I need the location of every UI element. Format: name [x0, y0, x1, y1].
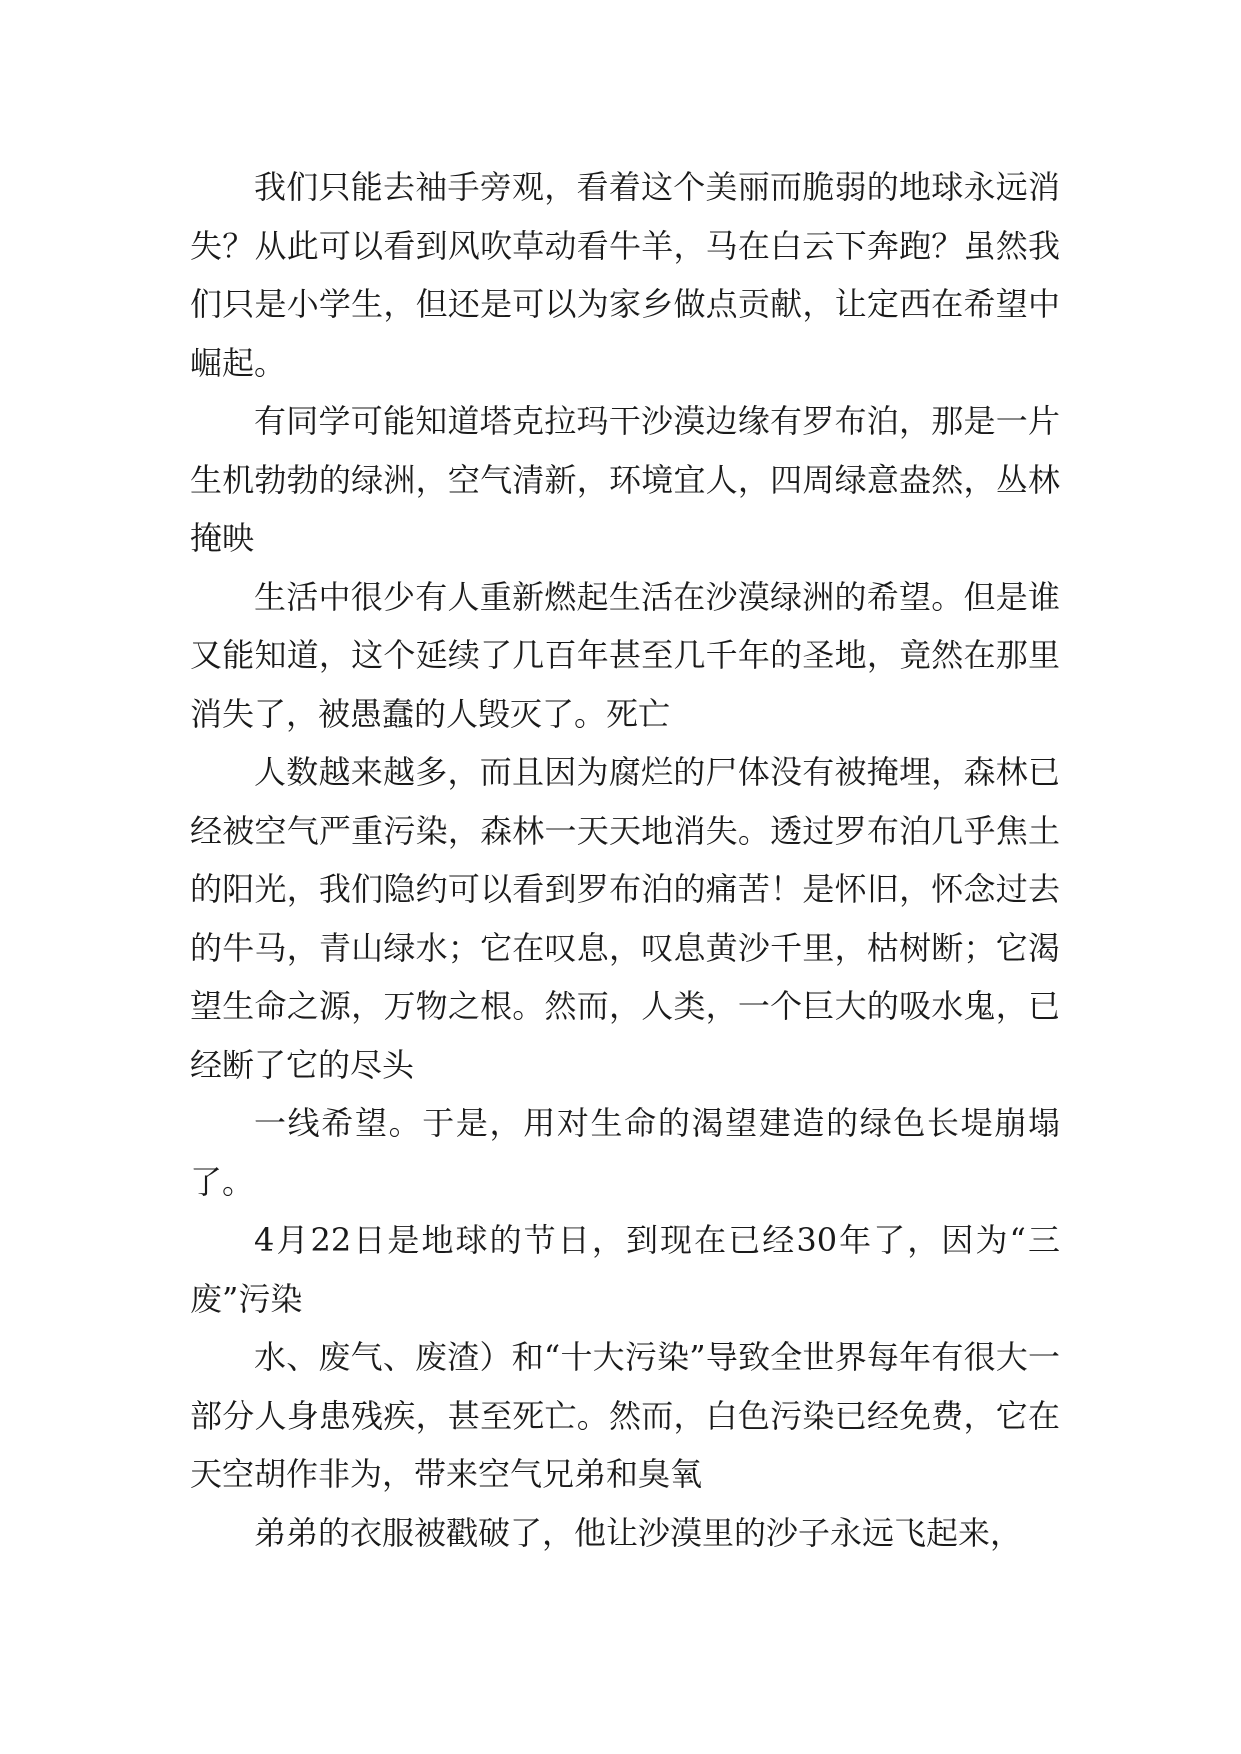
paragraph-3: 生活中很少有人重新燃起生活在沙漠绿洲的希望。但是谁又能知道，这个延续了几百年甚至几千年的圣地，竟然在那里消失了，被愚蠢的人毁灭了。死亡: [190, 577, 1060, 733]
paragraph-5: 一线希望。于是，用对生命的渴望建造的绿色长堤崩塌了。: [190, 1104, 1060, 1201]
paragraph-6: 4月22日是地球的节日，到现在已经30年了，因为“三废”污染: [190, 1221, 1060, 1318]
paragraph-7: 水、废气、废渣）和“十大污染”导致全世界每年有很大一部分人身患残疾，甚至死亡。然而，白色污染已经免费，它在天空胡作非为，带来空气兄弟和臭氧: [190, 1338, 1060, 1493]
document-body: [190, 158, 1060, 1562]
paragraph-4: 人数越来越多，而且因为腐烂的尸体没有被掩埋，森林已经被空气严重污染，森林一天天地消失。透过罗布泊几乎焦土的阳光，我们隐约可以看到罗布泊的痛苦！是怀旧，怀念过去的牛马，青山绿水；它在叹息，叹息黄沙千里，枯树断；它渴望生命之源，万物之根。然而，人类，一个巨大的吸水鬼，已经断了它的尽头: [190, 753, 1060, 1084]
paragraph-2: 有同学可能知道塔克拉玛干沙漠边缘有罗布泊，那是一片生机勃勃的绿洲，空气清新，环境宜人，四周绿意盎然，丛林掩映: [190, 402, 1060, 557]
paragraph-8: 弟弟的衣服被戳破了，他让沙漠里的沙子永远飞起来，: [254, 1513, 1023, 1552]
paragraph-1: 我们只能去袖手旁观，看着这个美丽而脆弱的地球永远消失？从此可以看到风吹草动看牛羊，马在白云下奔跑？虽然我们只是小学生，但还是可以为家乡做点贡献，让定西在希望中崛起。: [190, 168, 1060, 382]
